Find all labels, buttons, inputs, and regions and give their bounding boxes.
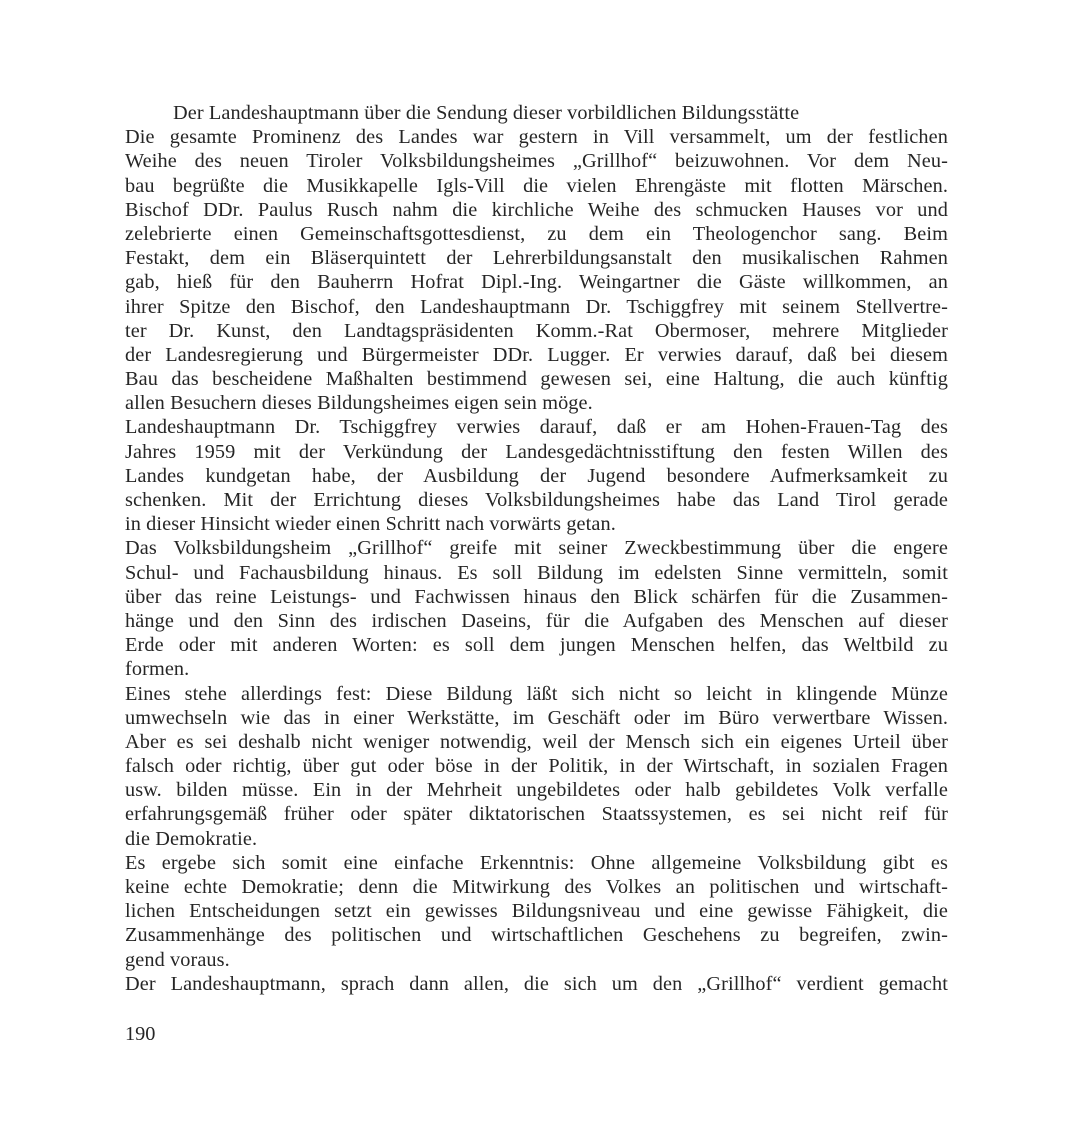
text-line: falsch oder richtig, über gut oder böse in der Politik, in der Wirtschaft, in sozialen Fragen — [125, 755, 948, 778]
text-line: hänge und den Sinn des irdischen Daseins, für die Aufgaben des Menschen auf dieser — [125, 609, 948, 632]
text-line: erfahrungsgemäß früher oder später diktatorischen Staatssystemen, es sei nicht reif für — [125, 803, 948, 826]
paragraph — [125, 682, 948, 851]
text-line: ter Dr. Kunst, den Landtagspräsidenten Komm.-Rat Obermoser, mehrere Mitglieder — [125, 319, 948, 342]
text-line: Bischof DDr. Paulus Rusch nahm die kirchliche Weihe des schmucken Hauses vor und — [125, 198, 948, 221]
text-line: Landes kundgetan habe, der Ausbildung der Jugend besondere Aufmerksamkeit zu — [125, 464, 948, 487]
text-line: Der Landeshauptmann, sprach dann allen, die sich um den „Grillhof“ verdient gemacht — [125, 972, 948, 995]
paragraph — [125, 415, 948, 536]
text-line: Landeshauptmann Dr. Tschiggfrey verwies darauf, daß er am Hohen-Frauen-Tag des — [125, 416, 948, 439]
text-line: umwechseln wie das in einer Werkstätte, im Geschäft oder im Büro verwertbare Wissen. — [125, 706, 948, 729]
text-line: Erde oder mit anderen Worten: es soll dem jungen Menschen helfen, das Weltbild zu — [125, 634, 948, 657]
text-line: die Demokratie. — [125, 827, 258, 850]
text-line: Aber es sei deshalb nicht weniger notwendig, weil der Mensch sich ein eigenes Urteil über — [125, 730, 948, 753]
text-line: Die gesamte Prominenz des Landes war gestern in Vill versammelt, um der festlichen — [125, 126, 948, 149]
body-text — [125, 101, 948, 996]
text-line: Schul- und Fachausbildung hinaus. Es soll Bildung im edelsten Sinne vermitteln, somit — [125, 561, 948, 584]
text-line: ihrer Spitze den Bischof, den Landeshauptmann Dr. Tschiggfrey mit seinem Stellvertre- — [125, 295, 948, 318]
text-line: gend voraus. — [125, 948, 230, 971]
paragraph — [125, 125, 948, 415]
text-line: gab, hieß für den Bauherrn Hofrat Dipl.-Ing. Weingartner die Gäste willkommen, an — [125, 271, 948, 294]
page-number: 190 — [125, 1023, 156, 1045]
text-line: in dieser Hinsicht wieder einen Schritt nach vorwärts getan. — [125, 513, 616, 536]
text-line: Der Landeshauptmann über die Sendung dieser vorbildlichen Bildungsstätte — [173, 102, 800, 124]
paragraph — [125, 972, 948, 996]
text-line: Das Volksbildungsheim „Grillhof“ greife mit seiner Zweckbestimmung über die engere — [125, 537, 948, 560]
text-line: über das reine Leistungs- und Fachwissen hinaus den Blick schärfen für die Zusammen- — [125, 585, 948, 608]
paragraph — [125, 851, 948, 972]
text-line: usw. bilden müsse. Ein in der Mehrheit ungebildetes oder halb gebildetes Volk verfalle — [125, 779, 948, 802]
text-line: Festakt, dem ein Bläserquintett der Lehrerbildungsanstalt den musikalischen Rahmen — [125, 247, 948, 270]
paragraph — [125, 536, 948, 681]
text-line: schenken. Mit der Errichtung dieses Volksbildungsheimes habe das Land Tirol gerade — [125, 489, 948, 511]
text-line: bau begrüßte die Musikkapelle Igls-Vill die vielen Ehrengäste mit flotten Märschen. — [125, 174, 948, 197]
text-line: der Landesregierung und Bürgermeister DDr. Lugger. Er verwies darauf, daß bei diesem — [125, 343, 948, 366]
text-line: Es ergebe sich somit eine einfache Erkenntnis: Ohne allgemeine Volksbildung gibt es — [125, 851, 948, 874]
text-line: Jahres 1959 mit der Verkündung der Landesgedächtnisstiftung den festen Willen des — [125, 440, 948, 463]
text-line: lichen Entscheidungen setzt ein gewisses Bildungsniveau und eine gewisse Fähigkeit, die — [125, 900, 948, 923]
text-line: Zusammenhänge des politischen und wirtschaftlichen Geschehens zu begreifen, zwin- — [125, 924, 948, 947]
text-line: Bau das bescheidene Maßhalten bestimmend gewesen sei, eine Haltung, die auch künftig — [125, 368, 948, 391]
text-line: Eines stehe allerdings fest: Diese Bildung läßt sich nicht so leicht in klingende Münze — [125, 682, 948, 705]
text-line: zelebrierte einen Gemeinschaftsgottesdienst, zu dem ein Theologenchor sang. Beim — [125, 222, 948, 245]
text-line: allen Besuchern dieses Bildungsheimes eigen sein möge. — [125, 392, 593, 415]
text-line: formen. — [125, 658, 190, 681]
text-line: keine echte Demokratie; denn die Mitwirkung des Volkes an politischen und wirtschaft- — [125, 876, 948, 898]
text-line: Weihe des neuen Tiroler Volksbildungsheimes „Grillhof“ beizuwohnen. Vor dem Neu- — [125, 150, 948, 173]
heading-paragraph — [125, 101, 948, 125]
